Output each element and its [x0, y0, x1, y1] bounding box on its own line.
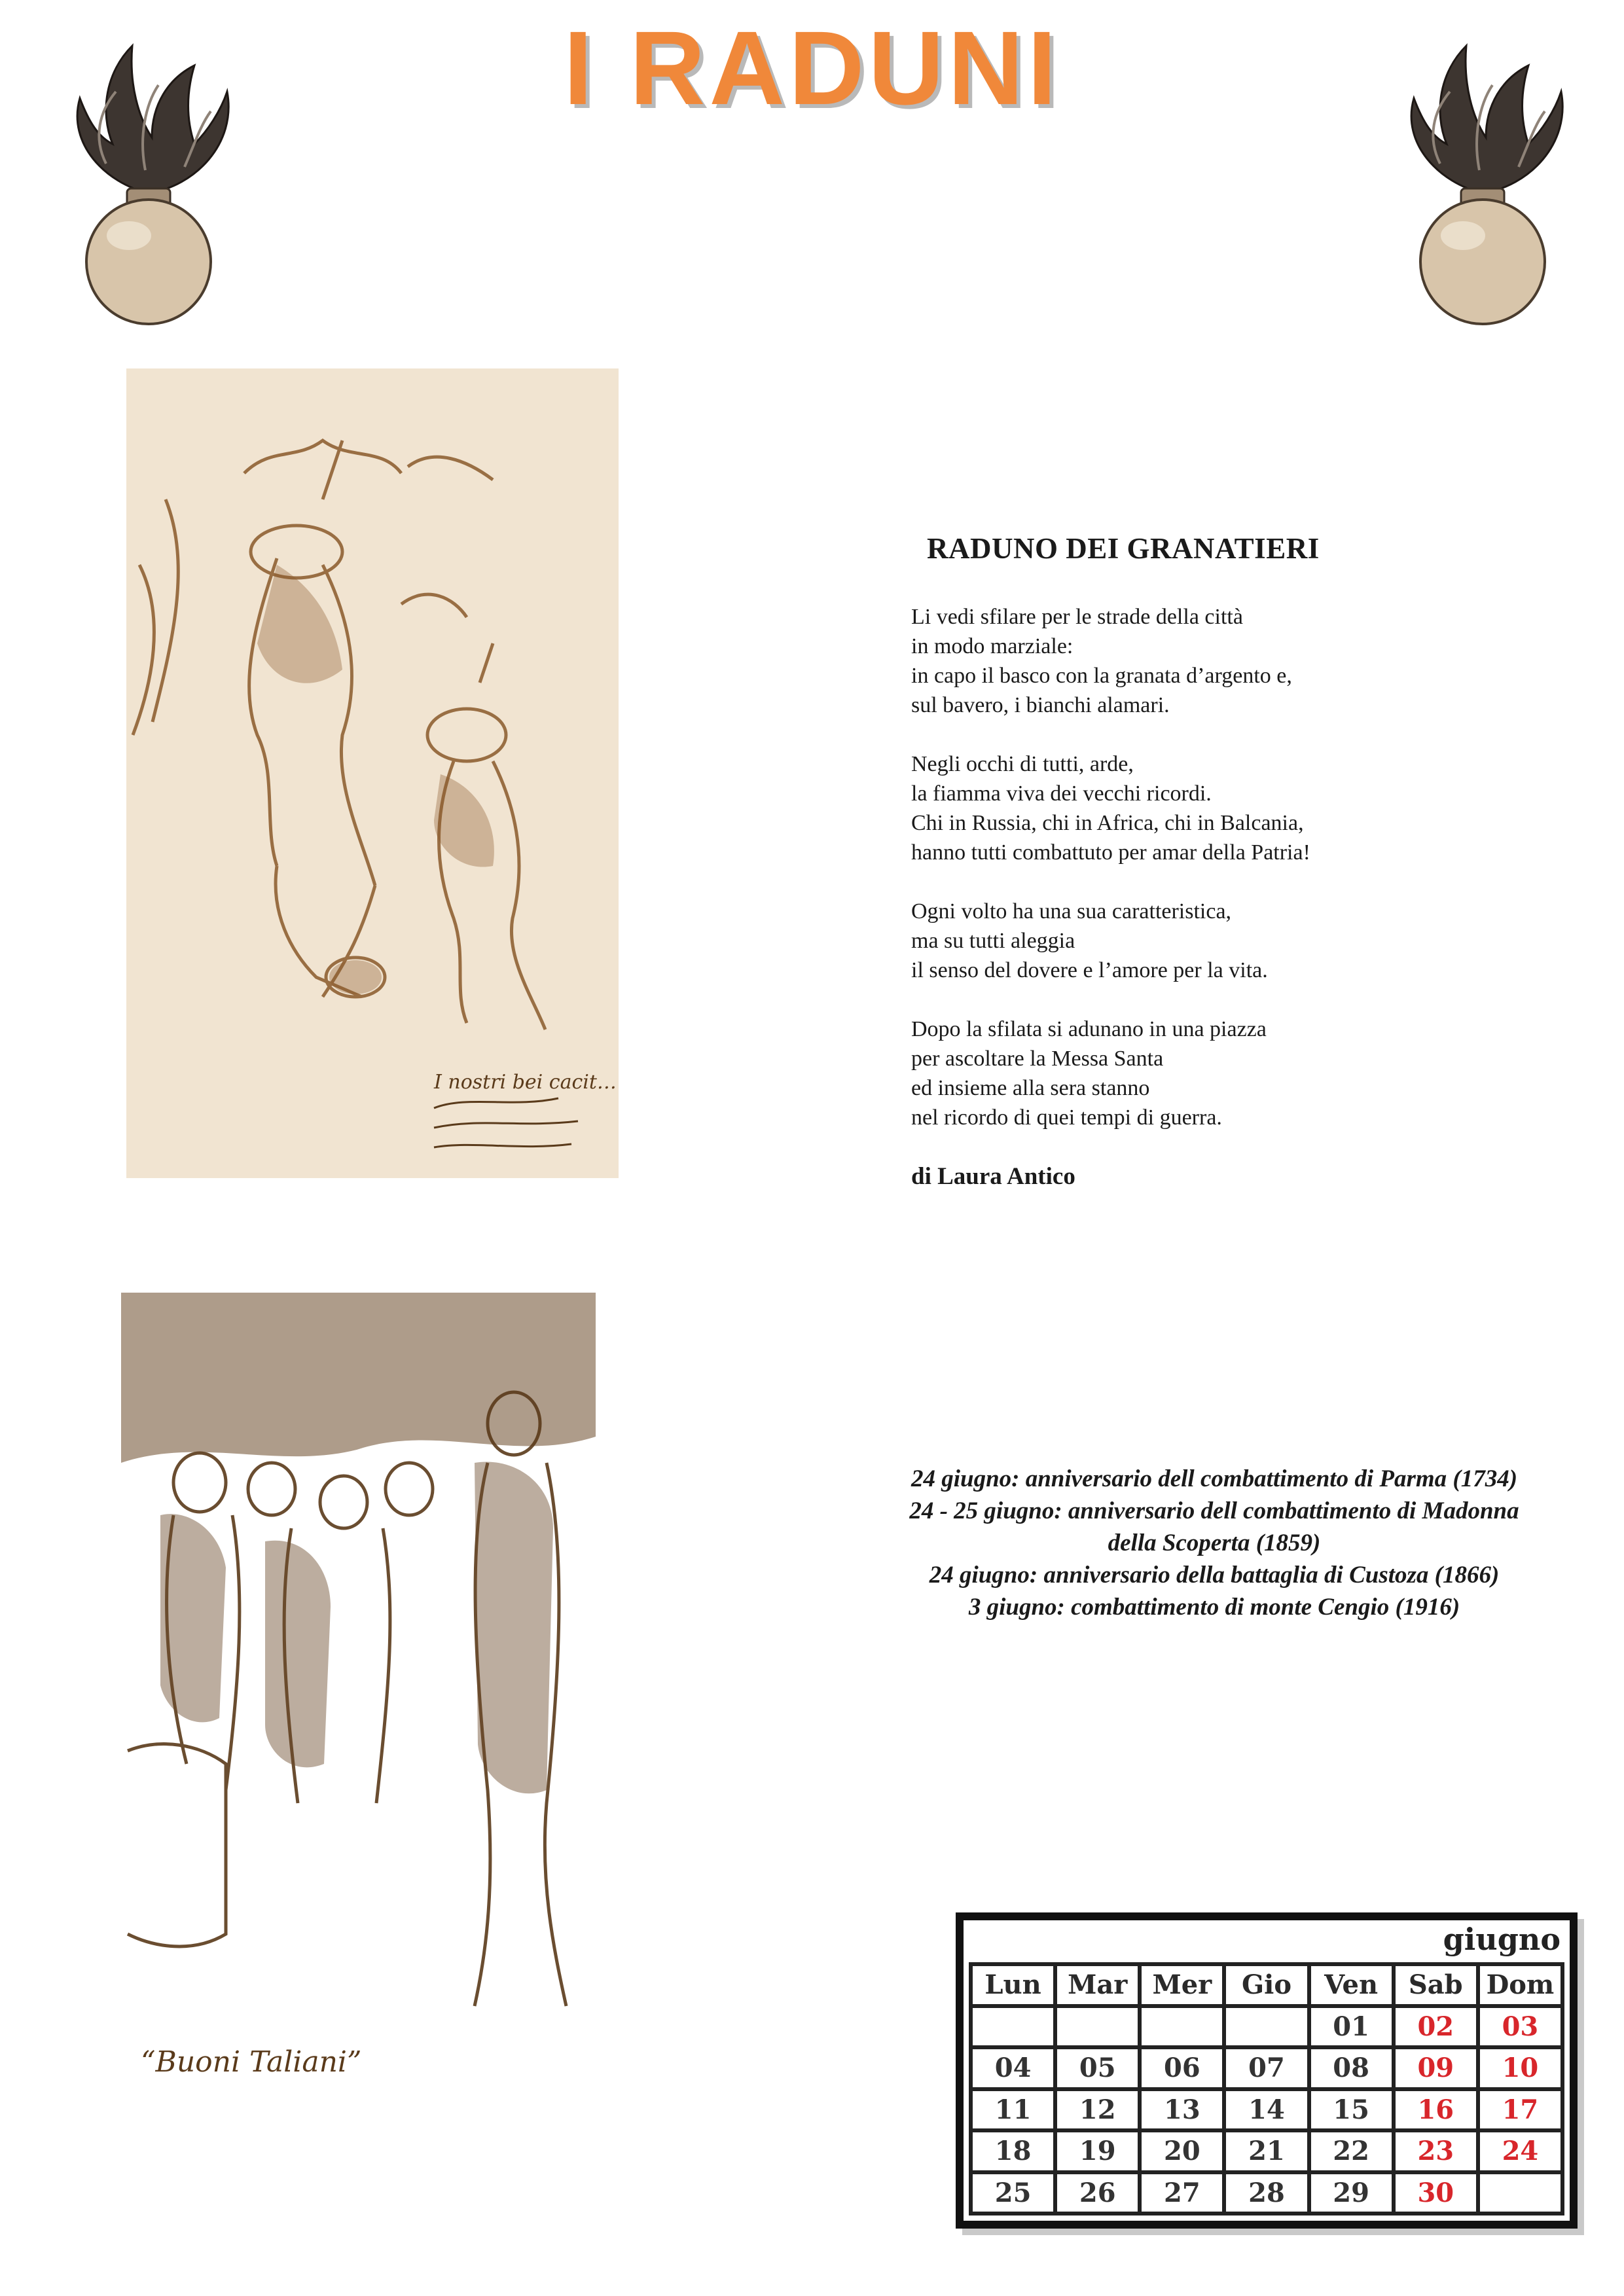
poem-line: nel ricordo di quei tempi di guerra.	[911, 1105, 1222, 1130]
calendar-day: 17	[1480, 2091, 1564, 2133]
calendar-day: 05	[1057, 2049, 1142, 2091]
poem-stanza	[911, 602, 1566, 720]
calendar-day: 24	[1480, 2132, 1564, 2174]
sketch-caption: I nostri bei cacit…	[434, 1071, 617, 1094]
calendar-day: 09	[1396, 2049, 1480, 2091]
sketch-buoni-taliani	[121, 1293, 596, 2085]
calendar-day: 12	[1057, 2091, 1142, 2133]
calendar-day	[1226, 2008, 1310, 2050]
calendar-day: 25	[973, 2174, 1057, 2216]
calendar-grid	[969, 1962, 1564, 2215]
calendar-day: 06	[1142, 2049, 1226, 2091]
poem-line: ed insieme alla sera stanno	[911, 1076, 1150, 1100]
poem-line: in capo il basco con la granata d’argento e,	[911, 664, 1292, 688]
calendar-day: 22	[1311, 2132, 1396, 2174]
poem-title: RADUNO DEI GRANATIERI	[927, 532, 1320, 565]
calendar-weekday: Dom	[1480, 1966, 1564, 2008]
poem-line: la fiamma viva dei vecchi ricordi.	[911, 781, 1212, 806]
calendar-day: 10	[1480, 2049, 1564, 2091]
anniversary-line: 24 giugno: anniversario della battaglia di Custoza (1866)	[929, 1562, 1500, 1588]
poem-line: Ogni volto ha una sua caratteristica,	[911, 899, 1232, 924]
page-title: I RADUNI	[563, 9, 1061, 126]
poem-author: di Laura Antico	[911, 1163, 1075, 1190]
calendar-day: 21	[1226, 2132, 1310, 2174]
poem-stanza	[911, 897, 1566, 985]
calendar	[956, 1912, 1578, 2229]
calendar-weekday: Mar	[1057, 1966, 1142, 2008]
calendar-day: 23	[1396, 2132, 1480, 2174]
poem-line: Chi in Russia, chi in Africa, chi in Balcania,	[911, 811, 1304, 835]
poem-line: ma su tutti aleggia	[911, 929, 1075, 953]
poem-line: in modo marziale:	[911, 634, 1074, 658]
calendar-weekday: Ven	[1311, 1966, 1396, 2008]
poem-line: per ascoltare la Messa Santa	[911, 1047, 1164, 1071]
anniversary-line: 24 - 25 giugno: anniversario dell combattimento di Madonna	[909, 1498, 1519, 1524]
anniversary-line: della Scoperta (1859)	[1108, 1530, 1321, 1556]
calendar-month: giugno	[1443, 1922, 1561, 1957]
anniversaries-list	[844, 1463, 1584, 1623]
calendar-day: 26	[1057, 2174, 1142, 2216]
calendar-day: 02	[1396, 2008, 1480, 2050]
calendar-day	[1142, 2008, 1226, 2050]
poem-stanza	[911, 749, 1566, 867]
calendar-weekday: Sab	[1396, 1966, 1480, 2008]
poem-line: Li vedi sfilare per le strade della città	[911, 605, 1243, 629]
calendar-day: 19	[1057, 2132, 1142, 2174]
calendar-day: 18	[973, 2132, 1057, 2174]
calendar-day	[1480, 2174, 1564, 2216]
calendar-day: 14	[1226, 2091, 1310, 2133]
calendar-day	[1057, 2008, 1142, 2050]
poem-line: sul bavero, i bianchi alamari.	[911, 693, 1170, 717]
poem-line: il senso del dovere e l’amore per la vita.	[911, 958, 1268, 982]
flaming-grenade-icon	[54, 39, 244, 327]
calendar-day: 07	[1226, 2049, 1310, 2091]
calendar-weekday: Gio	[1226, 1966, 1310, 2008]
calendar-weekday: Mer	[1142, 1966, 1226, 2008]
calendar-weekday: Lun	[973, 1966, 1057, 2008]
calendar-day: 29	[1311, 2174, 1396, 2216]
calendar-day: 08	[1311, 2049, 1396, 2091]
calendar-day: 01	[1311, 2008, 1396, 2050]
anniversary-line: 24 giugno: anniversario dell combattimento di Parma (1734)	[911, 1465, 1518, 1492]
calendar-day: 03	[1480, 2008, 1564, 2050]
calendar-day: 30	[1396, 2174, 1480, 2216]
sketch-caption: “Buoni Taliani”	[141, 2045, 362, 2079]
poem-stanza	[911, 1014, 1566, 1132]
calendar-day: 16	[1396, 2091, 1480, 2133]
calendar-day: 13	[1142, 2091, 1226, 2133]
flaming-grenade-icon	[1388, 39, 1578, 327]
calendar-day	[973, 2008, 1057, 2050]
poem-line: Negli occhi di tutti, arde,	[911, 752, 1134, 776]
calendar-day: 04	[973, 2049, 1057, 2091]
calendar-day: 15	[1311, 2091, 1396, 2133]
poem-line: Dopo la sfilata si adunano in una piazza	[911, 1017, 1267, 1041]
sketch-marching-grenadiers	[126, 368, 619, 1178]
anniversary-line: 3 giugno: combattimento di monte Cengio (1916)	[968, 1594, 1460, 1621]
calendar-day: 20	[1142, 2132, 1226, 2174]
poem-body	[911, 602, 1566, 1191]
calendar-day: 27	[1142, 2174, 1226, 2216]
calendar-day: 28	[1226, 2174, 1310, 2216]
poem-line: hanno tutti combattuto per amar della Patria!	[911, 840, 1310, 865]
calendar-day: 11	[973, 2091, 1057, 2133]
